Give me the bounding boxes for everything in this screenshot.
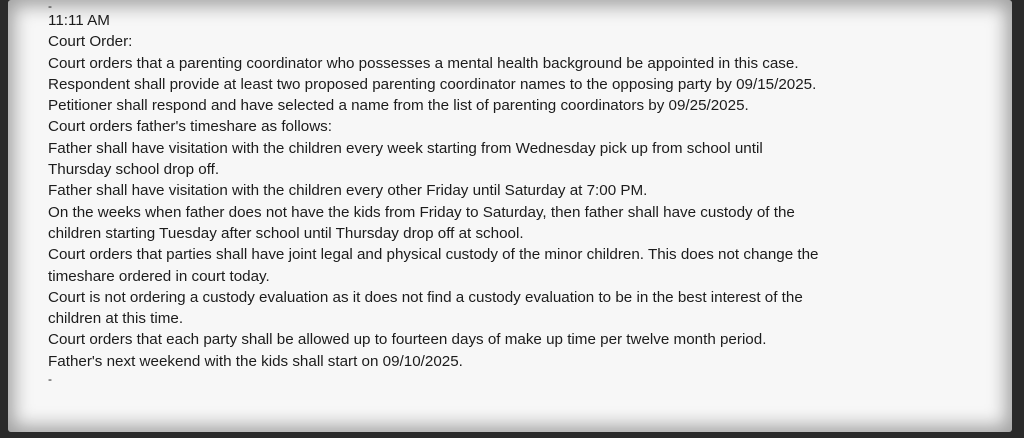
timestamp: 11:11 AM (48, 12, 110, 29)
order-line: Thursday school drop off. (48, 161, 220, 179)
order-line: Court orders that a parenting coordinator who possesses a mental health background be appointed in this case. (48, 54, 799, 72)
order-line: Court orders that each party shall be allowed up to fourteen days of make up time per twelve month period. (48, 331, 767, 349)
order-line: Court orders father's timeshare as follows: (48, 118, 332, 136)
order-line: Court orders that parties shall have joint legal and physical custody of the minor children. This does not change the (48, 246, 819, 264)
order-line: Petitioner shall respond and have selected a name from the list of parenting coordinators by 09/25/2025. (48, 97, 749, 115)
order-line: children starting Tuesday after school until Thursday drop off at school. (48, 224, 524, 242)
court-order-document (48, 0, 998, 386)
order-line: Father shall have visitation with the children every week starting from Wednesday pick up from school until (48, 139, 763, 157)
bottom-marker: - (48, 372, 52, 387)
order-line: Father's next weekend with the kids shall start on 09/10/2025. (48, 352, 463, 370)
order-line: timeshare ordered in court today. (48, 267, 270, 285)
top-marker: - (48, 0, 52, 13)
document-heading: Court Order: (48, 33, 133, 51)
order-line: Court is not ordering a custody evaluation as it does not find a custody evaluation to be in the best interest of the (48, 288, 803, 306)
order-line: On the weeks when father does not have the kids from Friday to Saturday, then father shall have custody of the (48, 203, 795, 221)
order-line: Respondent shall provide at least two proposed parenting coordinator names to the opposing party by 09/15/2025. (48, 75, 817, 93)
document-page (8, 0, 1012, 432)
order-line: children at this time. (48, 310, 184, 328)
order-line: Father shall have visitation with the children every other Friday until Saturday at 7:00 PM. (48, 182, 648, 200)
